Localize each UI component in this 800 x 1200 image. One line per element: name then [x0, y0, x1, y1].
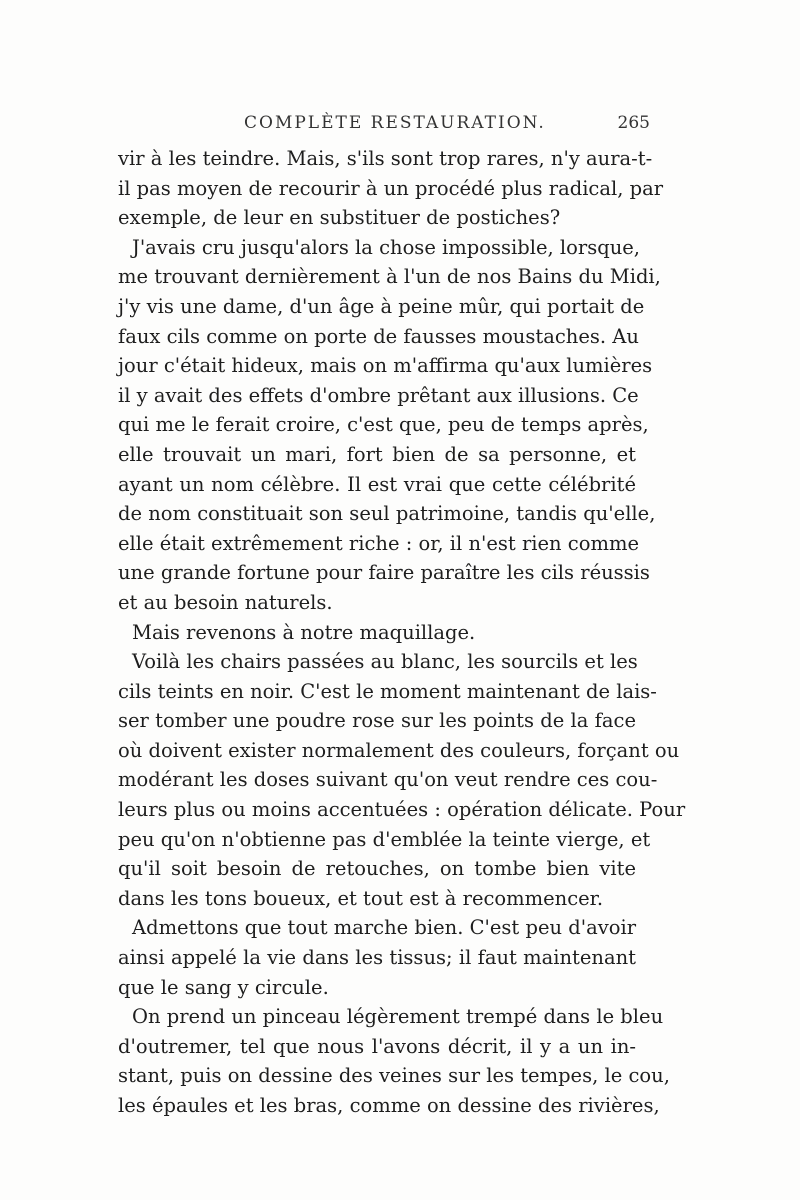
text-line: J'avais cru jusqu'alors la chose impossible, lorsque,: [132, 235, 640, 259]
text-line: d'outremer, tel que nous l'avons décrit, il y a un in-: [118, 1034, 636, 1058]
text-line: ser tomber une poudre rose sur les points de la face: [118, 709, 636, 733]
text-line: peu qu'on n'obtienne pas d'emblée la teinte vierge, et: [118, 827, 651, 851]
text-line: modérant les doses suivant qu'on veut rendre ces cou-: [118, 768, 658, 792]
text-line: stant, puis on dessine des veines sur les tempes, le cou,: [118, 1064, 670, 1088]
text-line: elle était extrêmement riche : or, il n'est rien comme: [118, 531, 639, 555]
text-line: exemple, de leur en substituer de postiches?: [118, 206, 561, 230]
text-line: et au besoin naturels.: [118, 590, 333, 614]
text-line: il pas moyen de recourir à un procédé plus radical, par: [118, 176, 664, 200]
text-line: qu'il soit besoin de retouches, on tombe bien vite: [118, 857, 636, 881]
page-number: 265: [617, 113, 650, 133]
text-line: cils teints en noir. C'est le moment maintenant de lais-: [118, 679, 657, 703]
text-line: leurs plus ou moins accentuées : opération délicate. Pour: [118, 798, 686, 822]
body-text: [118, 144, 686, 1121]
text-line: faux cils comme on porte de fausses moustaches. Au: [118, 324, 639, 348]
text-line: me trouvant dernièrement à l'un de nos Bains du Midi,: [118, 265, 661, 289]
text-line: il y avait des effets d'ombre prêtant aux illusions. Ce: [118, 383, 639, 407]
text-line: ayant un nom célèbre. Il est vrai que cette célébrité: [118, 472, 636, 496]
text-line: Mais revenons à notre maquillage.: [132, 620, 476, 644]
text-line: de nom constituait son seul patrimoine, tandis qu'elle,: [118, 502, 656, 526]
text-line: où doivent exister normalement des couleurs, forçant ou: [118, 738, 680, 762]
text-line: qui me le ferait croire, c'est que, peu de temps après,: [118, 413, 649, 437]
text-line: j'y vis une dame, d'un âge à peine mûr, qui portait de: [118, 294, 645, 318]
text-line: jour c'était hideux, mais on m'affirma qu'aux lumières: [118, 354, 653, 378]
text-line: Voilà les chairs passées au blanc, les sourcils et les: [132, 650, 638, 674]
text-line: les épaules et les bras, comme on dessine des rivières,: [118, 1094, 660, 1117]
running-head: [118, 113, 654, 139]
text-line: que le sang y circule.: [118, 975, 329, 999]
text-line: une grande fortune pour faire paraître les cils réussis: [118, 561, 650, 585]
text-line: vir à les teindre. Mais, s'ils sont trop rares, n'y aura-t-: [118, 147, 653, 170]
text-line: On prend un pinceau légèrement trempé dans le bleu: [132, 1005, 664, 1029]
text-line: elle trouvait un mari, fort bien de sa personne, et: [118, 442, 636, 466]
text-line: dans les tons boueux, et tout est à recommencer.: [118, 886, 604, 910]
text-line: ainsi appelé la vie dans les tissus; il faut maintenant: [118, 946, 636, 970]
running-title: COMPLÈTE RESTAURATION.: [244, 113, 546, 133]
text-line: Admettons que tout marche bien. C'est peu d'avoir: [132, 916, 637, 940]
